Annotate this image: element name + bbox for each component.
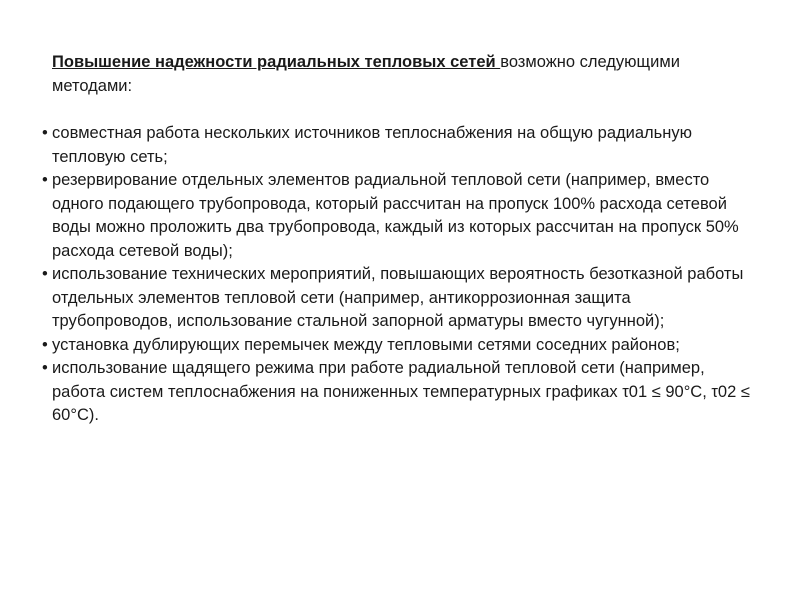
intro-heading: Повышение надежности радиальных тепловых сетей bbox=[52, 53, 501, 71]
intro-paragraph bbox=[52, 51, 752, 98]
list-item-text: резервирование отдельных элементов радиальной тепловой сети (например, вместо одного подающего трубопровода, который рассчитан на пропуск 100% расхода сетевой воды можно проложить два трубопровода, каждый из которых рассчитан на пропуск 50% расхода сетевой воды); bbox=[52, 171, 739, 260]
list-item bbox=[42, 263, 752, 334]
list-item-text: установка дублирующих перемычек между тепловыми сетями соседних районов; bbox=[52, 335, 680, 354]
list-item-text: использование технических мероприятий, повышающих вероятность безотказной работы отдельных элементов тепловой сети (например, антикоррозионная защита трубопроводов, использование стальной запорной арматуры вместо чугунной); bbox=[52, 265, 744, 330]
intro-text: возможно следующими методами: bbox=[52, 53, 680, 95]
bullet-icon: • bbox=[42, 124, 48, 142]
bullet-icon: • bbox=[42, 265, 48, 283]
list-item bbox=[42, 169, 752, 263]
list-item-text: совместная работа нескольких источников теплоснабжения на общую радиальную тепловую сеть; bbox=[52, 124, 692, 166]
list-item-text: использование щадящего режима при работе радиальной тепловой сети (например, работа систем теплоснабжения на пониженных температурных графиках τ01 ≤ 90°С, τ02 ≤ 60°С). bbox=[52, 359, 750, 424]
list-item bbox=[42, 334, 752, 358]
text-content bbox=[42, 51, 752, 428]
list-item bbox=[42, 357, 752, 428]
bullet-icon: • bbox=[42, 359, 48, 377]
methods-list bbox=[42, 122, 752, 428]
list-item bbox=[42, 122, 752, 169]
bullet-icon: • bbox=[42, 335, 48, 354]
bullet-icon: • bbox=[42, 171, 48, 189]
